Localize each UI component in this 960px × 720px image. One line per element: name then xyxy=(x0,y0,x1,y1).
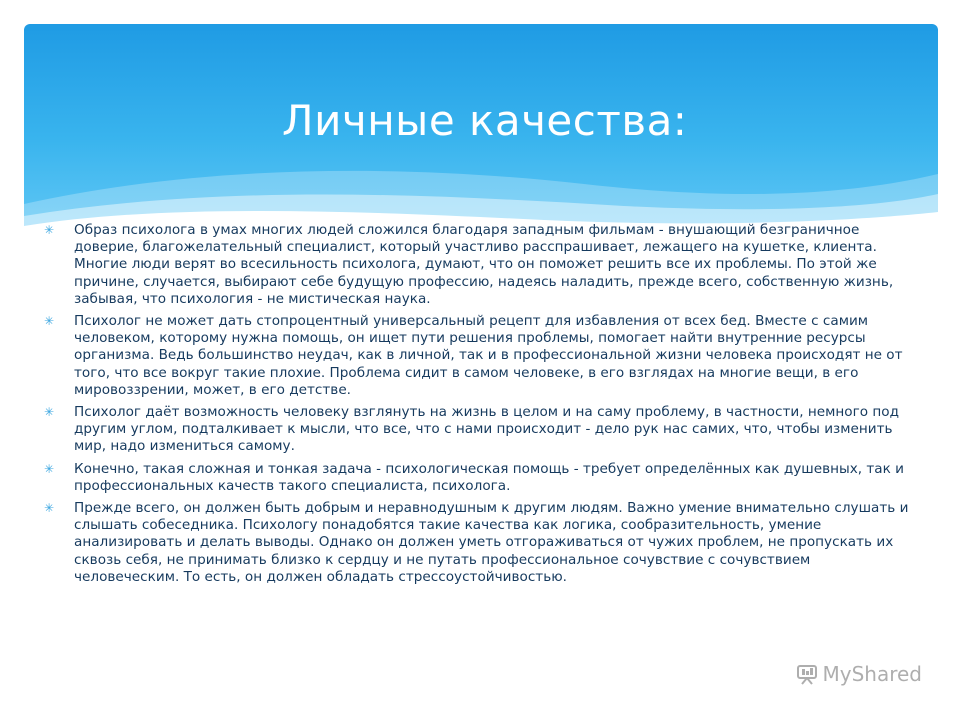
header-band xyxy=(24,24,938,234)
list-item xyxy=(44,404,914,456)
bullet-text: Прежде всего, он должен быть добрым и неравнодушным к другим людям. Важно умение внимательно слушать и слышать собеседника. Психологу понадобятся такие качества как логика, сообразительность, умение анализировать и делать выводы. Однако он должен уметь отгораживаться от чужих проблем, не пропускать их сквозь себя, не принимать близко к сердцу и не путать профессиональное сочувствие с сочувствием человеческим. То есть, он должен обладать стрессоустойчивостью. xyxy=(74,500,909,585)
watermark xyxy=(796,662,922,686)
bullet-text: Образ психолога в умах многих людей сложился благодаря западным фильмам - внушающий безграничное доверие, благожелательный специалист, который участливо расспрашивает, лежащего на кушетке, клиента. Многие люди верят во всесильность психолога, думают, что он поможет решить все их проблемы. По этой же причине, случается, выбирают себе будущую профессию, надеясь наладить, прежде всего, собственную жизнь, забывая, что психология - не мистическая наука. xyxy=(74,222,894,307)
bullet-text: Психолог не может дать стопроцентный универсальный рецепт для избавления от всех бед. Вместе с самим человеком, которому нужна помощь, он ищет пути решения проблемы, помогает найти внутренние ресурсы организма. Ведь большинство неудач, как в личной, так и в профессиональной жизни человека происходят не от того, что все вокруг такие плохие. Проблема сидит в самом человеке, в его взглядах на многие вещи, в его мировоззрении, может, в его детстве. xyxy=(74,313,903,398)
bullet-text: Конечно, такая сложная и тонкая задача - психологическая помощь - требует определённых как душевных, так и профессиональных качеств такого специалиста, психолога. xyxy=(74,460,905,494)
bullet-list xyxy=(44,222,914,591)
list-item xyxy=(44,313,914,399)
list-item xyxy=(44,222,914,308)
asterisk-bullet-icon: ✳ xyxy=(44,314,55,329)
slide-title: Личные качества: xyxy=(282,96,688,145)
asterisk-bullet-icon: ✳ xyxy=(44,501,55,516)
asterisk-bullet-icon: ✳ xyxy=(44,461,55,476)
bullet-text: Психолог даёт возможность человеку взглянуть на жизнь в целом и на саму проблему, в частности, немного под другим углом, подталкивает к мысли, что все, что с нами происходит - дело рук нас самих, что, чтобы изменить мир, надо измениться самому. xyxy=(74,404,899,455)
asterisk-bullet-icon: ✳ xyxy=(44,405,55,420)
asterisk-bullet-icon: ✳ xyxy=(44,223,55,237)
myshared-logo-icon xyxy=(796,663,818,685)
list-item xyxy=(44,461,914,495)
list-item xyxy=(44,500,914,586)
watermark-text: MyShared xyxy=(822,662,922,686)
